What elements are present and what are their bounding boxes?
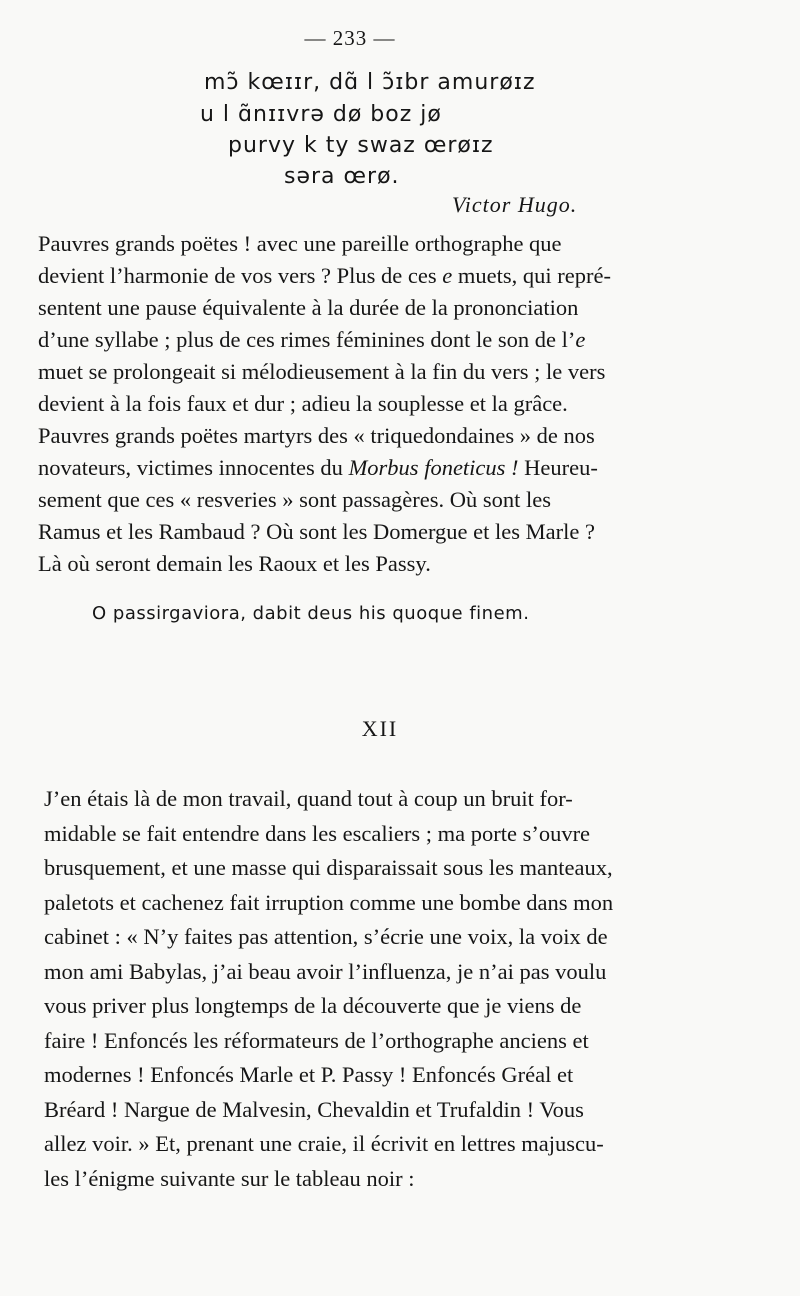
text-line: allez voir. » Et, prenant une craie, il écrivit en lettres majuscu- [44, 1131, 604, 1156]
text-line [38, 324, 611, 356]
text-line: vous priver plus longtemps de la découverte que je viens de [44, 993, 582, 1018]
text-line: Bréard ! Nargue de Malvesin, Chevaldin et Trufaldin ! Vous [44, 1096, 584, 1122]
text-line [38, 420, 611, 452]
text-line [38, 356, 611, 388]
text-line [38, 388, 611, 420]
section-heading: XII [361, 716, 399, 741]
text-run: muet se prolongeait si mélodieusement à la fin du vers ; le vers [38, 359, 606, 384]
paragraph-commentary [38, 228, 611, 580]
text-line: brusquement, et une masse qui disparaissait sous les manteaux, [44, 855, 613, 880]
text-line [38, 228, 611, 260]
text-run: Pauvres grands poëtes martyrs des « triquedondaines » de nos [38, 423, 595, 448]
italic-run: e [442, 263, 453, 288]
text-line [38, 516, 611, 548]
page-number: — 233 — [304, 26, 396, 50]
verse-line: mɔ̃ kœɪɪr, dɑ̃ l ɔ̃ɪbr amurøɪz [204, 70, 536, 95]
text-run: muets, qui repré- [452, 263, 611, 288]
text-line: modernes ! Enfoncés Marle et P. Passy ! Enfoncés Gréal et [44, 1062, 574, 1087]
text-run: Ramus et les Rambaud ? Où sont les Domergue et les Marle ? [38, 519, 595, 544]
text-line: les l’énigme suivante sur le tableau noir : [44, 1165, 415, 1191]
text-run: Heureu- [518, 455, 598, 480]
paragraph-narrative [44, 782, 613, 1196]
text-line [38, 452, 611, 484]
text-run: devient l’harmonie de vos vers ? Plus de ces [38, 263, 443, 288]
verse-line: purvy k ty swaz œrøɪz [228, 133, 494, 158]
text-line: cabinet : « N’y faites pas attention, s’écrie une voix, la voix de [44, 924, 608, 949]
text-run: Là où seront demain les Raoux et les Passy. [38, 551, 431, 576]
text-line [38, 484, 611, 516]
verse-author: Victor Hugo. [452, 192, 578, 217]
italic-run: Morbus foneticus ! [348, 455, 519, 480]
text-line [38, 292, 611, 324]
text-run: d’une syllabe ; plus de ces rimes féminines dont le son de l’ [38, 327, 576, 352]
verse-line: səra œrø. [284, 164, 400, 189]
text-line: faire ! Enfoncés les réformateurs de l’orthographe anciens et [44, 1027, 589, 1053]
text-line: mon ami Babylas, j’ai beau avoir l’influenza, je n’ai pas voulu [44, 958, 607, 984]
latin-quote: O passirgaviora, dabit deus his quoque finem. [92, 603, 530, 624]
text-line: midable se fait entendre dans les escaliers ; ma porte s’ouvre [44, 820, 591, 846]
text-run: devient à la fois faux et dur ; adieu la souplesse et la grâce. [38, 391, 568, 416]
text-line [38, 548, 611, 580]
text-run: novateurs, victimes innocentes du [38, 455, 349, 480]
text-line [38, 260, 611, 292]
text-run: sement que ces « resveries » sont passagères. Où sont les [38, 487, 551, 512]
text-run: sentent une pause équivalente à la durée de la prononciation [38, 295, 579, 320]
text-line: paletots et cachenez fait irruption comme une bombe dans mon [44, 889, 614, 915]
italic-run: e [575, 327, 586, 352]
text-line: J’en étais là de mon travail, quand tout à coup un bruit for- [44, 786, 573, 811]
verse-line: u l ɑ̃nɪɪvrə dø boz jø [200, 102, 442, 127]
text-run: Pauvres grands poëtes ! avec une pareille orthographe que [38, 231, 562, 256]
